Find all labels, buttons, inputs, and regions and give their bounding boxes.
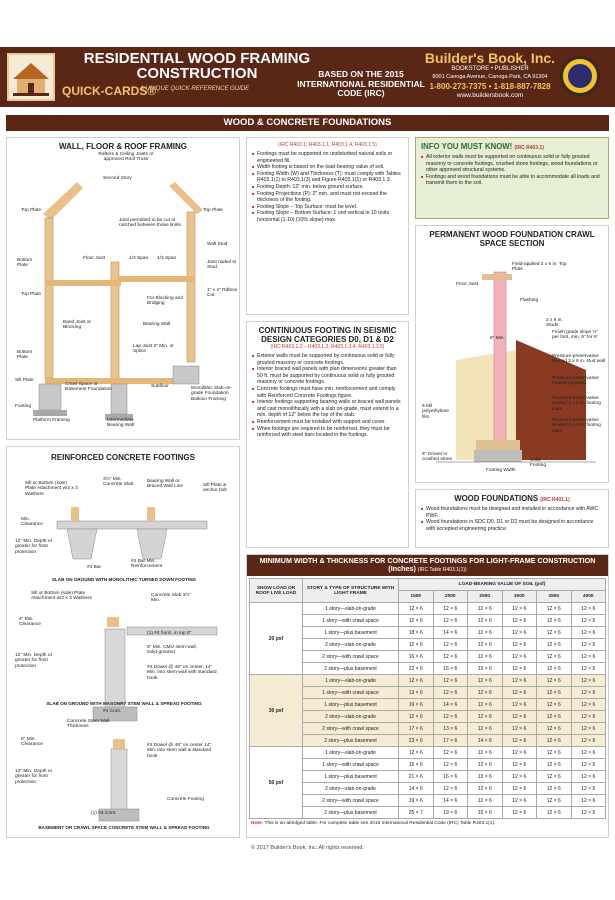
seismic-panel (246, 321, 409, 548)
footing-size-cell: 12 × 6 (468, 627, 503, 639)
footing-size-cell: 12 × 6 (433, 675, 468, 687)
header-snow: SNOW LOAD OR ROOF LIVE LOAD (250, 579, 303, 603)
label-clearance-3: 6" Min. Clearance (21, 737, 43, 748)
footing-size-cell: 12 × 6 (502, 759, 537, 771)
footing-size-cell: 12 × 6 (537, 663, 572, 675)
footing-size-cell: 12 × 6 (468, 639, 503, 651)
footing-size-cell: 12 × 6 (537, 783, 572, 795)
table-row (250, 687, 606, 699)
story-type-cell: 2 story—with crawl space (303, 723, 399, 735)
footing-size-cell: 12 × 6 (433, 783, 468, 795)
wood-crawl-title: PERMANENT WOOD FOUNDATION CRAWL SPACE SECTION (429, 230, 595, 248)
footing-size-cell: 12 × 6 (537, 603, 572, 615)
seismic-item: ■ Concrete footings must have min. reinforcement and comply with Reinforced Concrete Footings figure. (252, 386, 403, 399)
label-bottom-plate: Bottom Plate (17, 258, 33, 269)
footing-size-cell: 12 × 6 (502, 747, 537, 759)
label-span-2: 1/3 Span (157, 256, 177, 261)
footing-size-cell: 12 × 6 (502, 639, 537, 651)
header-soil-value: 3000 (502, 591, 537, 603)
label-bearing-1: Bearing Wall or Braced Wall Line (147, 479, 184, 490)
seismic-list (252, 353, 403, 439)
story-type-cell: 2 story—plus basement (303, 735, 399, 747)
footing-size-cell: 16 × 6 (399, 651, 434, 663)
story-type-cell: 2 story—slab-on-grade (303, 711, 399, 723)
footing-size-cell: 14 × 6 (468, 735, 503, 747)
story-type-cell: 1 story—plus basement (303, 627, 399, 639)
footing-size-cell: 12 × 6 (502, 663, 537, 675)
footing-size-cell: 13 × 6 (399, 687, 434, 699)
footing-size-cell: 12 × 6 (571, 747, 606, 759)
header-story: STORY & TYPE OF STRUCTURE WITH LIGHT FRAME (303, 579, 399, 603)
footing-size-cell: 17 × 6 (433, 735, 468, 747)
footing-size-cell: 12 × 6 (502, 627, 537, 639)
story-type-cell: 1 story—slab-on-grade (303, 675, 399, 687)
footing-size-cell: 12 × 6 (571, 675, 606, 687)
footing-size-cell: 12 × 6 (399, 615, 434, 627)
seal-center-icon (568, 64, 592, 88)
footing-size-cell: 12 × 6 (571, 807, 606, 819)
footing-size-cell: 12 × 6 (537, 627, 572, 639)
label-depth-1: 12" Min. Depth or greater for frost protection (15, 539, 53, 555)
table-row (250, 747, 606, 759)
footing-size-cell: 17 × 6 (399, 723, 434, 735)
snow-load-cell: 30 psf (250, 675, 303, 747)
label-dowel-2: #4 Dowel @ 48" on center, 14" Min. into stem-wall with standard hook (147, 665, 217, 681)
story-type-cell: 1 story—plus basement (303, 699, 399, 711)
label-poly-film: 6 Mil polyethylene film (422, 404, 449, 420)
table-row (250, 651, 606, 663)
wood-crawl-panel (415, 225, 609, 483)
footing-size-cell: 18 × 6 (399, 627, 434, 639)
footing-table (249, 578, 606, 819)
label-rafters: Rafters & Ceiling Joists or approved Roof Truss (98, 152, 154, 163)
publisher-phone: 1-800-273-7375 • 1-818-887-7828 (429, 82, 551, 91)
footings-item: ■ Footings must be supported on undisturbed natural soils or engineered fill. (252, 151, 403, 164)
section-title: WOOD & CONCRETE FOUNDATIONS (6, 115, 609, 131)
story-type-cell: 2 story—with crawl space (303, 795, 399, 807)
label-clearance-2: 4" Min. Clearance (19, 617, 41, 628)
footing-size-cell: 12 × 6 (502, 807, 537, 819)
footing-size-cell: 13 × 6 (468, 771, 503, 783)
footing-size-cell: 12 × 6 (468, 795, 503, 807)
label-joist-nailed: Joist nailed to Stud (207, 260, 237, 271)
story-type-cell: 1 story—with crawl space (303, 759, 399, 771)
footing-size-cell: 12 × 6 (571, 687, 606, 699)
footing-size-cell: 12 × 6 (399, 639, 434, 651)
label-footing-width: Footing Width (486, 468, 516, 473)
footing-size-cell: 12 × 6 (399, 747, 434, 759)
label-clearance-1: Min. Clearance (21, 517, 43, 528)
footing-size-cell: 12 × 6 (571, 711, 606, 723)
footing-size-cell: 12 × 6 (433, 651, 468, 663)
label-top-plate-2: Top Plate (21, 292, 41, 297)
label-band-joist: Band Joist or Blocking (63, 320, 91, 331)
footing-size-cell: 12 × 6 (468, 747, 503, 759)
story-type-cell: 1 story—with crawl space (303, 615, 399, 627)
footing-size-cell: 12 × 6 (571, 699, 606, 711)
seismic-item: ■ Interior braced wall panels with plan dimensions greater than 50 ft. must be supported by continuous solid or fully grouted masonry or concrete footings. (252, 366, 403, 386)
label-second-story: Second Story (103, 176, 132, 181)
label-bearing-wall: Bearing Wall (143, 322, 171, 327)
label-span-1: 1/3 Span (129, 256, 149, 261)
info-item: ■ Footings and wood foundations must be able to accommodate all loads and transmit them to the soil. (421, 174, 603, 187)
footing-size-cell: 12 × 6 (537, 651, 572, 663)
footings-codes: (IRC R403.1, R403.1.1, R403.1.4, R403.1.5) (278, 142, 377, 148)
footing-size-cell: 19 × 6 (433, 807, 468, 819)
footings-item: ■ Footing Depth: 12" min. below ground surface. (252, 184, 403, 191)
label-cont-3: (1) #4 Cont. (91, 811, 117, 816)
header-soil-value: 1500 (399, 591, 434, 603)
footing-size-cell: 16 × 6 (399, 759, 434, 771)
label-slab-2: Concrete Slab 3½" Min. (151, 593, 192, 604)
footing-size-cell: 12 × 6 (537, 639, 572, 651)
footing-size-cell: 12 × 6 (571, 651, 606, 663)
footing-size-cell: 12 × 6 (502, 735, 537, 747)
label-sill-1: Sill or Bottom (sole) Plate Attachment w/2 x 3 Washers (25, 481, 78, 497)
footing-size-cell: 12 × 6 (502, 711, 537, 723)
label-top-plate-right: Top Plate (203, 208, 223, 213)
label-lap-joist: Lap Joist 3" Min. or Splice (133, 344, 174, 355)
header-soil-value: 2500 (468, 591, 503, 603)
label-gravel: 6" Gravel or crushed stone (422, 452, 453, 463)
framing-panel (6, 137, 240, 440)
footing-size-cell: 12 × 6 (571, 795, 606, 807)
label-stem-3: Concrete Stem Wall Thickness (67, 719, 110, 730)
footing-size-cell: 12 × 6 (399, 603, 434, 615)
publisher-website[interactable]: www.buildersbook.com (456, 92, 524, 99)
footing-size-cell: 12 × 6 (502, 651, 537, 663)
label-sill-plate: Sill Plate (15, 378, 34, 383)
label-joist-notch: Joist permitted to be cut or notched between those limits (119, 218, 181, 229)
label-8in-min: 8" Min. (490, 336, 505, 341)
label-monolithic-slab: Monolithic Slab-on-grade Foundation Balloon Framing (191, 386, 233, 402)
table-row (250, 639, 606, 651)
footing-size-cell: 12 × 6 (571, 783, 606, 795)
footings-panel (246, 137, 409, 315)
label-cmu-2: 8" Min. CMU stem-wall, solid-grouted (147, 645, 197, 656)
main-title: RESIDENTIAL WOOD FRAMING CONSTRUCTION (83, 50, 311, 82)
label-solid-footing: Solid Footing (530, 458, 546, 469)
footing-size-cell: 12 × 6 (468, 759, 503, 771)
reinforced-panel (6, 446, 240, 838)
label-flashing: Flashing (520, 298, 539, 303)
footing-size-cell: 12 × 6 (502, 771, 537, 783)
label-depth-3: 12" Min. Depth or greater for frost protection (15, 769, 53, 785)
footing-size-cell: 12 × 6 (502, 723, 537, 735)
footing-size-cell: 21 × 6 (399, 771, 434, 783)
info-list (421, 154, 603, 187)
label-finish-grade: Finish grade slope ½" per foot, min. 6" for 6' (552, 330, 599, 341)
footing-size-cell: 19 × 6 (399, 795, 434, 807)
info-title: INFO YOU MUST KNOW! (IRC R403.1) (421, 142, 544, 151)
seismic-title: CONTINUOUS FOOTING IN SEISMIC DESIGN CATEGORIES D0, D1 & D2 (258, 326, 397, 344)
footing-size-cell: 12 × 6 (502, 603, 537, 615)
table-row (250, 603, 606, 615)
footing-size-cell: 12 × 6 (571, 627, 606, 639)
footing-size-cell: 12 × 6 (433, 711, 468, 723)
table-row (250, 771, 606, 783)
footing-size-cell: 12 × 6 (571, 735, 606, 747)
footings-list (252, 151, 403, 224)
label-horiz-2: (1) #4 horiz. in top 8" (147, 631, 192, 636)
table-title: MINIMUM WIDTH & THICKNESS FOR CONCRETE FOOTINGS FOR LIGHT-FRAME CONSTRUCTION (Inches) (IRC Table R403.1(1)) (247, 555, 608, 576)
footing-size-cell: 16 × 6 (433, 771, 468, 783)
footing-size-cell: 25 × 7 (399, 807, 434, 819)
table-row (250, 807, 606, 819)
snow-load-cell: 50 psf (250, 747, 303, 819)
footing-size-cell: 12 × 6 (537, 795, 572, 807)
footing-size-cell: 16 × 6 (433, 663, 468, 675)
label-dowel-3: #4 Dowel @ 48" on center 14" Min. into stem wall & standard hook (147, 743, 212, 759)
footing-size-cell: 12 × 6 (537, 759, 572, 771)
label-platform-framing: Platform Framing (33, 418, 70, 423)
house-logo-icon (7, 53, 55, 101)
footing-size-cell: 12 × 6 (399, 675, 434, 687)
footing-size-cell: 14 × 6 (399, 783, 434, 795)
label-ribbon-cut: 1" x 4" Ribbon Cut (207, 288, 238, 299)
footings-item: ■ Width footing is based on the load-bearing value of soil. (252, 164, 403, 171)
story-type-cell: 1 story—slab-on-grade (303, 603, 399, 615)
seismic-item: ■ Interior footings supporting bearing walls or braced wall panels and cast monolithically with a slab on-grade, must extend to a min. depth of 12" below the top of the slab. (252, 399, 403, 419)
story-type-cell: 1 story—slab-on-grade (303, 747, 399, 759)
footing-size-cell: 12 × 6 (468, 615, 503, 627)
footing-size-cell: 12 × 6 (433, 687, 468, 699)
footing-size-cell: 12 × 6 (502, 615, 537, 627)
footing-size-cell: 12 × 6 (468, 783, 503, 795)
footing-size-cell: 12 × 6 (502, 699, 537, 711)
footing-size-cell: 23 × 6 (399, 735, 434, 747)
footing-size-cell: 12 × 6 (537, 807, 572, 819)
table-note: Note: This is an abridged table. For complete table see 2015 International Residential Code (IRC) Table R403.1(1). (251, 821, 496, 826)
table-row (250, 795, 606, 807)
footing-size-cell: 12 × 6 (468, 675, 503, 687)
label-subfloor: Subfloor (151, 384, 169, 389)
footings-item: ■ Footing Slope – Bottom Surface: 1 unit vertical in 10 units horizontal (1:10) (10% slope) max. (252, 210, 403, 223)
quick-cards-label: QUICK-CARDS® (62, 84, 157, 98)
footing-size-cell: 12 × 6 (433, 603, 468, 615)
label-reinforcement-1: #4 Bar Min. Reinforcement (131, 559, 163, 570)
table-row (250, 615, 606, 627)
seismic-item: ■ Exterior walls must be supported by continuous solid or fully grouted masonry or concrete footings. (252, 353, 403, 366)
table-row (250, 663, 606, 675)
label-slab-1: 3½" Min. Concrete Slab (103, 477, 134, 488)
story-type-cell: 1 story—plus basement (303, 771, 399, 783)
story-type-cell: 2 story—slab-on-grade (303, 639, 399, 651)
code-edition-label: BASED ON THE 2015 INTERNATIONAL RESIDENTIAL CODE (IRC) (297, 69, 425, 98)
label-sill-2: Sill or Bottom (sole) Plate Attachment w/2 x 3 Washers (31, 591, 92, 602)
label-anchor-1: Sill Plate & anchor bolt (203, 483, 227, 494)
footing-size-cell: 12 × 6 (537, 711, 572, 723)
publisher-name: Builder's Book, Inc. (424, 50, 556, 66)
footing-size-cell: 12 × 6 (537, 747, 572, 759)
footing-size-cell: 14 × 6 (433, 795, 468, 807)
footing-size-cell: 13 × 6 (433, 723, 468, 735)
footing-size-cell: 12 × 6 (502, 687, 537, 699)
label-wall-stud: Wall Stud (207, 242, 228, 247)
publisher-tagline: BOOKSTORE • PUBLISHER (451, 66, 529, 72)
table-row (250, 699, 606, 711)
label-crawl-space: Crawl Space or Basement Foundation (65, 382, 112, 393)
label-footing-3: Concrete Footing (167, 797, 204, 802)
seismic-item: ■ When footings are required to be reinforced, they must be reinforced with steel bars located in the footings. (252, 426, 403, 439)
header-soil-value: 4000 (571, 591, 606, 603)
footing-size-cell: 12 × 6 (433, 747, 468, 759)
footing-size-cell: 12 × 6 (468, 711, 503, 723)
footing-size-cell: 12 × 6 (468, 699, 503, 711)
copyright: © 2017 Builder's Book, Inc. All rights reserved. (250, 845, 365, 851)
story-type-cell: 2 story—with crawl space (303, 651, 399, 663)
footing-size-cell: 12 × 6 (502, 675, 537, 687)
caption-detail-2: SLAB ON GROUND WITH MASONRY STEM WALL & SPREAD FOOTING (46, 701, 202, 706)
label-stud-wall: Pressure-preservative treated 2 x 6 in. stud wall (552, 354, 606, 365)
quick-cards-subtitle: A UNIQUE QUICK-REFERENCE GUIDE (140, 86, 250, 92)
header-soil-value: 3500 (537, 591, 572, 603)
wood-foundations-item: ■ Wood foundations in SDC D0, D1 or D2 must be designed in accordance with accepted engineering practice. (421, 519, 603, 532)
story-type-cell: 1 story—with crawl space (303, 687, 399, 699)
seismic-codes: (IRC R403.1.2 – R403.1.3, R403.1.3.4, R403.1.3.5) (270, 344, 385, 350)
wood-foundations-list (421, 506, 603, 532)
label-blocking: For Blocking and Bridging (147, 296, 183, 307)
wood-foundations-panel (415, 489, 609, 548)
publisher-address: 8001 Canoga Avenue, Canoga Park, CA 91304 (432, 74, 548, 80)
table-row (250, 759, 606, 771)
header-soil-value: 2000 (433, 591, 468, 603)
footing-size-cell: 19 × 6 (399, 699, 434, 711)
label-bottom-plate-2: Bottom Plate (17, 350, 33, 361)
reinforced-title: REINFORCED CONCRETE FOOTINGS (50, 453, 195, 462)
footing-size-cell: 15 × 6 (468, 807, 503, 819)
label-cont-2: #4 Cont. (103, 709, 122, 714)
footing-size-cell: 13 × 6 (468, 663, 503, 675)
info-panel (415, 137, 609, 219)
caption-detail-3: BASEMENT OR CRAWL SPACE CONCRETE STEM WALL & SPREAD FOOTING (38, 825, 210, 830)
footing-size-cell: 12 × 6 (399, 711, 434, 723)
footing-size-cell: 12 × 6 (433, 615, 468, 627)
footing-size-cell: 12 × 6 (537, 615, 572, 627)
footing-size-cell: 14 × 6 (433, 627, 468, 639)
table-row (250, 723, 606, 735)
footing-size-cell: 12 × 6 (537, 723, 572, 735)
wood-foundations-item: ■ Wood foundations must be designed and installed in accordance with AWC PWF. (421, 506, 603, 519)
footing-size-cell: 12 × 6 (571, 663, 606, 675)
table-row (250, 675, 606, 687)
footings-item: ■ Footing Projections (P): 2" min. and must not exceed the thickness of the footing. (252, 191, 403, 204)
footing-size-cell: 12 × 6 (433, 639, 468, 651)
snow-load-cell: 20 psf (250, 603, 303, 675)
label-depth-2: 12" Min. Depth or greater for frost protection (15, 653, 53, 669)
table-row (250, 711, 606, 723)
label-top-plate: Field-applied 2 x 6 in. Top Plate (512, 262, 567, 273)
story-type-cell: 2 story—slab-on-grade (303, 783, 399, 795)
footing-size-cell: 12 × 6 (468, 687, 503, 699)
footing-size-cell: 12 × 6 (571, 759, 606, 771)
footing-size-cell: 14 × 6 (433, 699, 468, 711)
footing-size-cell: 12 × 6 (433, 759, 468, 771)
footing-size-cell: 12 × 6 (537, 735, 572, 747)
footing-size-cell: 12 × 6 (571, 639, 606, 651)
story-type-cell: 2 story—plus basement (303, 663, 399, 675)
header-soil-group: LOAD-BEARING VALUE OF SOIL (psf) (399, 579, 606, 591)
footing-table-panel (246, 554, 609, 838)
label-footing-plate: Pressure-preservative treated 2 x 6 in. footing plate (552, 396, 601, 412)
seismic-item: ■ Reinforcement must be installed with support and cover. (252, 419, 403, 426)
footing-size-cell: 12 × 6 (571, 615, 606, 627)
wood-foundations-title: WOOD FOUNDATIONS (IRC R401.1) (454, 494, 570, 503)
label-intermediate-wall: Intermediate Bearing Wall (107, 418, 135, 429)
label-floor-joist: Floor Joist (83, 256, 106, 261)
wood-crawl-diagram (416, 250, 608, 480)
table-row (250, 735, 606, 747)
label-bar-1: #4 Bar (87, 565, 102, 570)
footing-size-cell: 12 × 6 (537, 771, 572, 783)
story-type-cell: 2 story—plus basement (303, 807, 399, 819)
footing-size-cell: 12 × 6 (571, 771, 606, 783)
footing-size-cell: 12 × 6 (537, 687, 572, 699)
footing-size-cell: 12 × 6 (468, 603, 503, 615)
footing-size-cell: 12 × 6 (571, 723, 606, 735)
footings-item: ■ Footing Slope – Top Surface: must be level. (252, 204, 403, 211)
footing-size-cell: 12 × 6 (537, 699, 572, 711)
label-floor-joist: Floor Joist (456, 282, 479, 287)
footing-size-cell: 12 × 6 (502, 783, 537, 795)
label-footing-plate-2: Pressure-preservative treated 2 x 6 in. footing plate (552, 418, 601, 434)
footing-size-cell: 22 × 6 (399, 663, 434, 675)
label-plywood: Pressure-preservative treated plywood (552, 376, 599, 387)
label-top-plate-left: Top Plate (21, 208, 41, 213)
table-row (250, 783, 606, 795)
label-footing: Footing (15, 404, 31, 409)
label-studs: 2 x 6 in. Studs (546, 318, 563, 329)
footing-size-cell: 12 × 6 (468, 651, 503, 663)
footing-size-cell: 12 × 6 (537, 675, 572, 687)
footings-item: ■ Footing Width (W) and Thickness (T): must comply with Tables R403.1(1) to R403.1(3) and Figure R403.1(1) or R403.1.3. (252, 171, 403, 184)
table-row (250, 627, 606, 639)
footing-size-cell: 12 × 6 (571, 603, 606, 615)
framing-title: WALL, FLOOR & ROOF FRAMING (59, 142, 187, 151)
footing-size-cell: 12 × 6 (502, 795, 537, 807)
info-item: ■ All exterior walls must be supported on continuous solid or fully grouted masonry or concrete footings, crushed stone footings, wood foundations or other approved structural systems. (421, 154, 603, 174)
footing-size-cell: 12 × 6 (468, 723, 503, 735)
caption-detail-1: SLAB ON GROUND WITH MONOLITHIC TURNED DOWN FOOTING (51, 577, 197, 582)
